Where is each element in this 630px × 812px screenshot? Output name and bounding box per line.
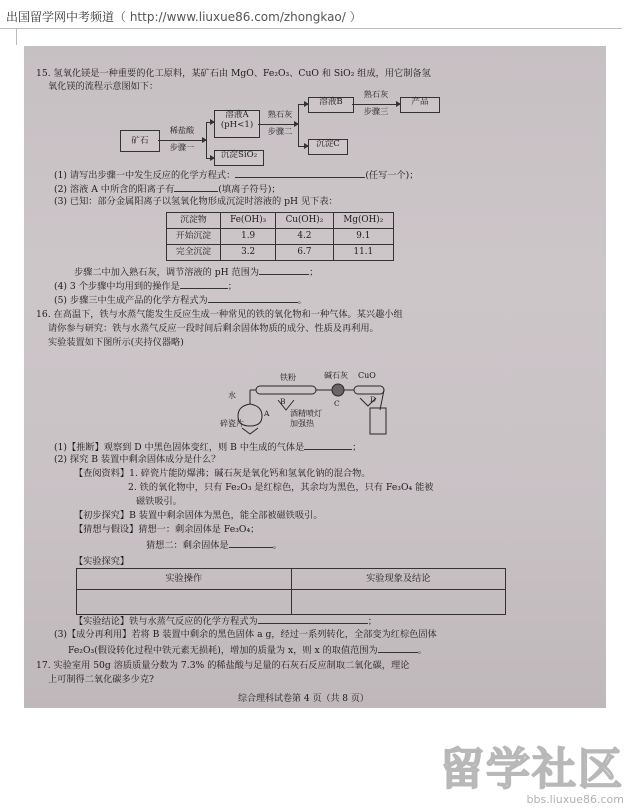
- flow-box-ppt-si: 沉淀SiO₂: [214, 150, 264, 166]
- q15-part1-note: (任写一个)；: [365, 170, 419, 181]
- flow-arrow-3: [352, 104, 400, 105]
- label-cuo: CuO: [358, 371, 376, 380]
- table-header-operation: 实验操作: [77, 569, 292, 590]
- table-cell: 11.1: [333, 245, 393, 261]
- q15-stem-line1: 15. 氢氧化镁是一种重要的化工原料，某矿石由 MgO、Fe₂O₃、CuO 和 SiO₂ 组成，用它制备氢: [36, 68, 431, 79]
- table-cell: 完全沉淀: [167, 245, 221, 261]
- table-cell: 4.2: [276, 229, 333, 245]
- site-header: [0, 0, 630, 40]
- flow-arrow-to-si: [206, 158, 214, 159]
- burner-a-flame: [242, 428, 258, 434]
- q16-guess2-blank[interactable]: [229, 538, 273, 548]
- table-cell: 3.2: [221, 245, 276, 261]
- label-a: A: [264, 409, 270, 418]
- flow-box-ppt-c: 沉淀C: [308, 139, 348, 155]
- flow-branch-1: [206, 122, 207, 158]
- label-c: C: [334, 399, 340, 408]
- q16-experiment-table: [76, 568, 506, 615]
- table-cell: 9.1: [333, 229, 393, 245]
- flow-arrow-2: [258, 124, 298, 125]
- q16-part3-line2: Fe₂O₃(假设转化过程中铁元素无损耗)，增加的质量为 x，则 x 的取值范围为 。: [68, 645, 427, 656]
- q15-part4-text: (4) 3 个步骤中均用到的操作是: [54, 281, 180, 292]
- tube-d-shape: [354, 386, 384, 394]
- outlet-tube: [380, 390, 384, 410]
- table-row: [77, 569, 506, 590]
- table-header-observation: 实验现象及结论: [291, 569, 506, 590]
- drying-tube-c-shape: [332, 384, 344, 396]
- q15-part2-text: (2) 溶液 A 中所含的阳离子有: [54, 184, 175, 195]
- q16-part1: (1)【推断】观察到 D 中黑色固体变红，则 B 中生成的气体是 ；: [54, 442, 362, 453]
- q15-part2-blank[interactable]: [174, 182, 218, 192]
- q15-table-header-cell: Fe(OH)₃: [221, 213, 276, 229]
- bottle-right-shape: [370, 408, 386, 434]
- q15-part1-text: (1) 请写出步骤一中发生反应的化学方程式：: [54, 170, 236, 181]
- q16-reference-1: 【查阅资料】1. 碎瓷片能防爆沸；碱石灰是氧化钙和氢氧化钠的混合物。: [74, 468, 371, 479]
- flow-label-step3: 步骤三: [363, 106, 389, 116]
- flow-label-acid: 稀盐酸: [169, 125, 195, 135]
- q15-part4-blank[interactable]: [180, 279, 228, 289]
- q16-conclusion-blank[interactable]: [258, 614, 368, 624]
- flow-box-solution-b: 溶液B: [308, 97, 354, 113]
- q16-part1-text: (1)【推断】观察到 D 中黑色固体变红，则 B 中生成的气体是: [54, 442, 305, 453]
- q16-part2: (2) 探究 B 装置中剩余固体成分是什么？: [54, 454, 221, 465]
- q16-reference-2b: 磁铁吸引。: [136, 496, 182, 507]
- exam-page: [24, 46, 606, 708]
- tube-b-shape: [256, 386, 316, 394]
- table-row: [167, 245, 394, 261]
- page-footer: 综合理科试卷第 4 页（共 8 页）: [238, 694, 369, 704]
- flow-label-step2: 步骤二: [267, 126, 293, 136]
- label-burner: 酒精喷灯: [290, 409, 322, 418]
- q15-part1: [54, 168, 418, 181]
- q15-part3b-blank[interactable]: [259, 265, 309, 275]
- q15-part3b-text: 步骤二中加入熟石灰，调节溶液的 pH 范围为: [74, 267, 260, 278]
- q16-part3-line2-text: Fe₂O₃(假设转化过程中铁元素无损耗)，增加的质量为 x，则 x 的取值范围为: [68, 645, 378, 656]
- watermark: [440, 733, 624, 806]
- q16-preliminary: 【初步探究】B 装置中剩余固体为黑色，能全部被磁铁吸引。: [74, 510, 323, 521]
- site-name-link[interactable]: 出国留学网中考频道: [6, 10, 115, 24]
- flow-arrow-to-c: [298, 146, 308, 147]
- q16-part1-blank[interactable]: [304, 440, 352, 450]
- q15-ph-table: [166, 212, 394, 261]
- flow-solution-a-ph: (pH<1): [220, 119, 254, 130]
- table-row: [77, 590, 506, 615]
- flow-arrow-to-b: [298, 104, 308, 105]
- q16-conclusion-text: 【实验结论】铁与水蒸气反应的化学方程式为: [74, 616, 258, 627]
- q15-part2: [54, 182, 281, 195]
- table-cell: 1.9: [221, 229, 276, 245]
- table-row: [167, 229, 394, 245]
- q15-part4: (4) 3 个步骤中均用到的操作是 ；: [54, 281, 237, 292]
- q16-explore-title: 【实验探究】: [74, 556, 130, 567]
- q16-conclusion: 【实验结论】铁与水蒸气反应的化学方程式为 ；: [74, 616, 377, 627]
- watermark-brand: 留学社区: [440, 744, 624, 795]
- q15-table-header-cell: 沉淀物: [167, 213, 221, 229]
- q15-part5-blank[interactable]: [208, 293, 298, 303]
- q16-guess2: 猜想二：剩余固体是 。: [146, 540, 282, 551]
- flow-box-product: 产品: [400, 97, 440, 113]
- table-cell: 6.7: [276, 245, 333, 261]
- label-b: B: [280, 397, 286, 406]
- flow-solution-a-label: 溶液A: [225, 110, 249, 120]
- q15-table-header: [167, 213, 394, 229]
- q16-stem-line2: 请你参与研究：铁与水蒸气反应一段时间后剩余固体物质的成分、性质及再利用。: [48, 323, 379, 334]
- q16-guess1: 【猜想与假设】猜想一：剩余固体是 Fe₃O₄；: [74, 524, 260, 535]
- flow-label-lime1: 熟石灰: [267, 109, 293, 119]
- q16-guess2-text: 猜想二：剩余固体是: [146, 540, 229, 551]
- label-d: D: [370, 395, 377, 404]
- q15-part3b: 步骤二中加入熟石灰，调节溶液的 pH 范围为 ；: [74, 267, 319, 278]
- q16-reference-2a: 2. 铁的氧化物中，只有 Fe₂O₃ 是红棕色，其余均为黑色，只有 Fe₃O₄ 能被: [128, 482, 434, 493]
- flow-label-lime2: 熟石灰: [363, 89, 389, 99]
- q15-part5-text: (5) 步骤三中生成产品的化学方程式为: [54, 295, 208, 306]
- label-water: 水: [228, 391, 236, 400]
- q15-part3: (3) 已知：部分金属阳离子以氢氧化物形成沉淀时溶液的 pH 见下表：: [54, 196, 338, 207]
- q15-part5: (5) 步骤三中生成产品的化学方程式为 。: [54, 295, 307, 306]
- table-cell: 开始沉淀: [167, 229, 221, 245]
- label-iron-powder: 铁粉: [280, 373, 296, 382]
- q16-stem-line3: 实验装置如下图所示(夹持仪器略): [48, 337, 184, 348]
- table-cell-operation[interactable]: [77, 590, 292, 615]
- q17-line1: 17. 实验室用 50g 溶质质量分数为 7.3% 的稀盐酸与足量的石灰石反应制取二氧化碳，理论: [36, 660, 410, 671]
- label-heating: 加强热: [290, 419, 314, 428]
- q15-table-header-cell: Mg(OH)₂: [333, 213, 393, 229]
- q16-apparatus-diagram: [220, 344, 410, 436]
- flow-branch-2: [298, 104, 299, 146]
- watermark-url: bbs.liuxue86.com: [526, 793, 624, 806]
- header-divider: [16, 28, 622, 29]
- header-bar: [6, 8, 362, 25]
- q15-table-header-cell: Cu(OH)₂: [276, 213, 333, 229]
- flow-box-ore: 矿石: [120, 130, 160, 152]
- q15-part1-blank[interactable]: [235, 168, 365, 178]
- q16-part3-blank[interactable]: [378, 643, 418, 653]
- exam-photo: [24, 46, 606, 708]
- site-url: （ http://www.liuxue86.com/zhongkao/ ）: [114, 10, 362, 24]
- q15-stem-line2: 氧化镁的流程示意图如下：: [48, 81, 159, 92]
- flow-arrow-1: [158, 140, 206, 141]
- table-cell-observation[interactable]: [291, 590, 506, 615]
- flow-arrow-to-a: [206, 122, 214, 123]
- header-corner-mark: [0, 28, 17, 45]
- q17-line2: 上可制得二氧化碳多少克?: [48, 674, 154, 685]
- label-soda-lime: 碱石灰: [324, 371, 348, 380]
- q15-part2-note: (填离子符号)；: [218, 184, 281, 195]
- q16-stem-line1: 16. 在高温下，铁与水蒸气能发生反应生成一种常见的铁的氧化物和一种气体。某兴趣小组: [36, 309, 403, 320]
- flow-label-step1: 步骤一: [169, 142, 195, 152]
- flow-box-solution-a: [214, 110, 260, 138]
- label-porcelain: 碎瓷片: [220, 419, 244, 428]
- q16-part3-line1: (3)【成分再利用】若将 B 装置中剩余的黑色固体 a g，经过一系列转化，全部变为红棕色固体: [54, 629, 437, 640]
